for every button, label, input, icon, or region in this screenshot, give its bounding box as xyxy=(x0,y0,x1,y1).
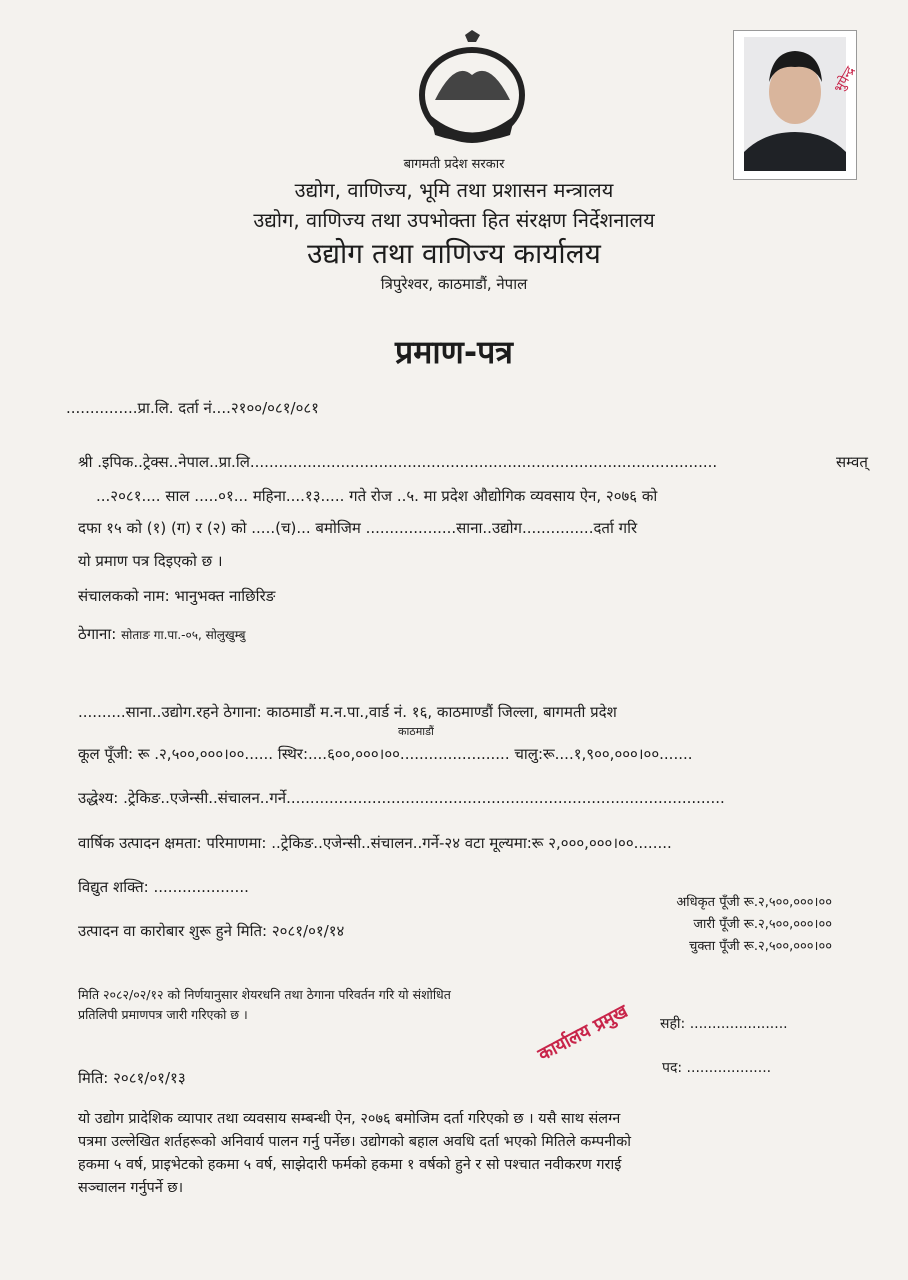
electricity-line: विद्युत शक्ति: .................... xyxy=(78,878,249,896)
paid-capital: चुक्ता पूँजी रू.२,५००,०००।०० xyxy=(689,939,832,954)
office-chief-stamp: कार्यालय प्रमुख xyxy=(534,1000,632,1066)
director-name: संचालकको नाम: भानुभक्त नाछिरिङ xyxy=(78,587,276,605)
footer-line: सञ्चालन गर्नुपर्ने छ। xyxy=(78,1180,184,1196)
footer-line: यो उद्योग प्रादेशिक व्यापार तथा व्यवसाय सम्बन्धी ऐन, २०७६ बमोजिम दर्ता गरिएको छ । यसै साथ संलग्न xyxy=(78,1111,621,1127)
office-address: त्रिपुरेश्वर, काठमाडौं, नेपाल xyxy=(380,275,528,293)
company-name-line: श्री .इपिक..ट्रेक्स..नेपाल..प्रा.लि.................................................................................................. xyxy=(78,453,718,471)
authorized-capital: अधिकृत पूँजी रू.२,५००,०००।०० xyxy=(676,895,832,910)
industry-address-sub: काठमाडौं xyxy=(398,725,434,738)
objective-line: उद्धेश्य: .ट्रेकिङ..एजेन्सी..संचालन..गर्ने............................................................................................ xyxy=(78,789,725,807)
office-name: उद्योग तथा वाणिज्य कार्यालय xyxy=(307,237,601,270)
capital-breakdown xyxy=(600,892,832,958)
signature-field: सही: ...................... xyxy=(660,1016,788,1032)
start-date-line: उत्पादन वा कारोबार शुरू हुने मिति: २०८१/०१/१४ xyxy=(78,922,345,940)
issued-statement: यो प्रमाण पत्र दिइएको छ । xyxy=(78,552,223,570)
certificate-title: प्रमाण-पत्र xyxy=(395,333,513,371)
director-address xyxy=(78,624,246,644)
registration-date-line: ...२०८१.... साल .....०१... महिना....१३..... गते रोज ..५. मा प्रदेश औद्योगिक व्यवसाय ऐन, २०७६ को xyxy=(96,487,658,505)
capital-line: कूल पूँजी: रू .२,५००,०००।००...... स्थिर:....६००,०००।००....................... चालु:रू....१,९००,०००।००....... xyxy=(78,745,693,763)
ministry-name: उद्योग, वाणिज्य, भूमि तथा प्रशासन मन्त्रालय xyxy=(294,178,614,202)
footer-line: हकमा ५ वर्ष, प्राइभेटको हकमा ५ वर्ष, साझेदारी फर्मको हकमा १ वर्षको हुने र सो पश्चात नवीकरण गराई xyxy=(78,1157,622,1173)
footer-conditions xyxy=(78,1108,631,1200)
nepal-emblem xyxy=(410,30,535,150)
address-value: सोताङ गा.पा.-०५, सोलुखुम्बु xyxy=(121,628,246,642)
post-field: पद: ................... xyxy=(662,1060,772,1076)
issue-date: मिति: २०८१/०१/१३ xyxy=(78,1069,186,1087)
registration-number: ...............प्रा.लि. दर्ता नं....२१००/०८१/०८१ xyxy=(66,399,319,417)
industry-address: ..........साना..उद्योग.रहने ठेगाना: काठमाडौं म.न.पा.,वार्ड नं. १६, काठमाण्डौं जिल्ला, बागमती प्रदेश xyxy=(78,703,617,721)
footer-line: पत्रमा उल्लेखित शर्तहरूको अनिवार्य पालन गर्नु पर्नेछ। उद्योगको बहाल अवधि दर्ता भएको मितिले कम्पनीको xyxy=(78,1134,631,1150)
address-label: ठेगाना: xyxy=(78,625,117,643)
samvat-label: सम्वत् xyxy=(836,453,868,471)
amendment-line-1: मिति २०८२/०२/१२ को निर्णयानुसार शेयरधनि तथा ठेगाना परिवर्तन गरि यो संशोधित xyxy=(78,987,451,1002)
province-government: बागमती प्रदेश सरकार xyxy=(403,157,505,172)
amendment-line-2: प्रतिलिपी प्रमाणपत्र जारी गरिएको छ । xyxy=(78,1007,248,1022)
photo-signature: भुपेन्द्र xyxy=(831,64,859,96)
legal-section-line: दफा १५ को (१) (ग) र (२) को .....(च)... बमोजिम ...................साना..उद्योग...............दर्ता गरि xyxy=(78,519,638,537)
directorate-name: उद्योग, वाणिज्य तथा उपभोक्ता हित संरक्षण निर्देशनालय xyxy=(253,208,655,232)
issued-capital: जारी पूँजी रू.२,५००,०००।०० xyxy=(693,917,832,932)
capacity-line: वार्षिक उत्पादन क्षमता: परिमाणमा: ..ट्रेकिङ..एजेन्सी..संचालन..गर्ने-२४ वटा मूल्यमा:रू २,०००,०००।००........ xyxy=(78,834,672,852)
